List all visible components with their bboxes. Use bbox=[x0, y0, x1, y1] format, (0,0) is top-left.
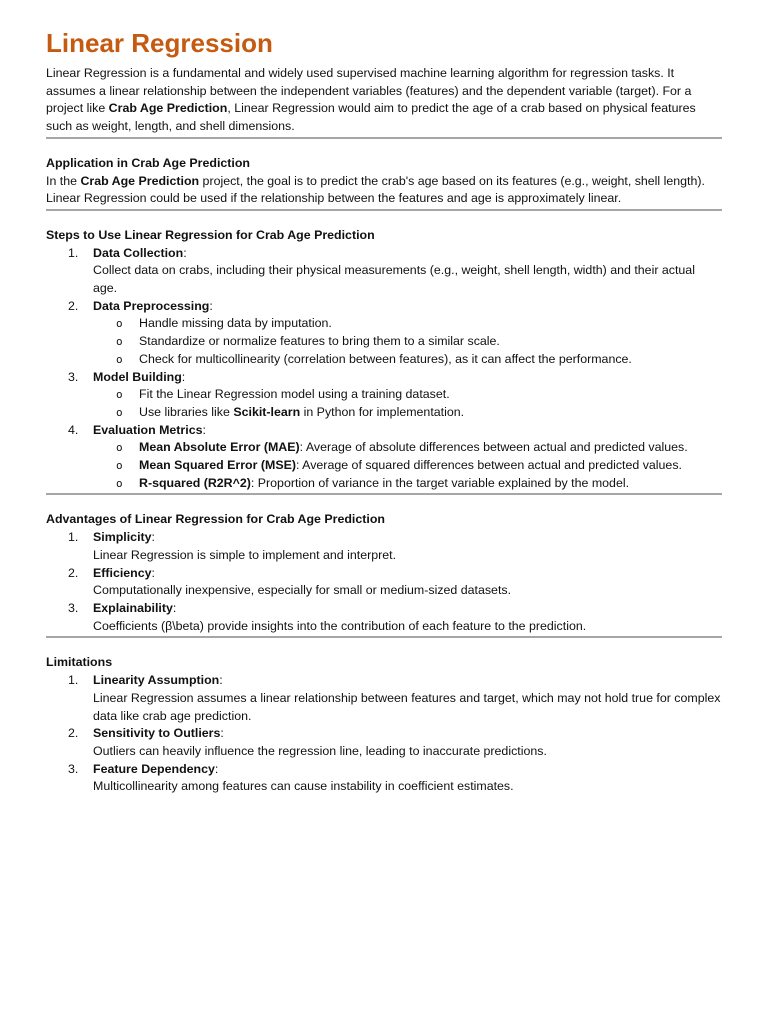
label-colon: : bbox=[209, 298, 213, 313]
list-item bbox=[46, 725, 722, 760]
label-colon: : bbox=[220, 726, 224, 741]
section-heading-application: Application in Crab Age Prediction bbox=[46, 155, 251, 170]
horizontal-rule bbox=[46, 137, 722, 139]
list-number: 3. bbox=[68, 600, 79, 615]
sub-list-item bbox=[93, 386, 722, 404]
page-title: Linear Regression bbox=[46, 28, 273, 58]
list-item-title bbox=[93, 422, 722, 440]
sub-item-text-pre: Use libraries like bbox=[139, 404, 234, 419]
bullet-icon: o bbox=[116, 352, 123, 366]
horizontal-rule bbox=[46, 209, 722, 211]
list-item-label: Model Building bbox=[93, 369, 182, 384]
list-item bbox=[46, 245, 722, 298]
list-number: 2. bbox=[68, 298, 79, 313]
list-item bbox=[46, 600, 722, 635]
list-item-title bbox=[93, 565, 722, 583]
list-item-text: Coefficients (β\beta) provide insights into the contribution of each feature to the prediction. bbox=[93, 618, 587, 633]
bullet-icon: o bbox=[116, 405, 123, 419]
section-heading-advantages: Advantages of Linear Regression for Crab Age Prediction bbox=[46, 512, 385, 527]
steps-list bbox=[46, 245, 722, 493]
intro-text-2: , Linear Regression would aim to predict the age of a crab based on physical features such as weight, length, and shell dimensions. bbox=[46, 101, 696, 134]
list-item-label: Efficiency bbox=[93, 565, 152, 580]
sub-list-item bbox=[93, 439, 722, 457]
list-item-title bbox=[93, 600, 722, 618]
label-colon: : bbox=[172, 600, 177, 615]
list-item-title bbox=[93, 672, 722, 690]
list-item-title bbox=[93, 369, 722, 387]
bullet-icon: o bbox=[116, 388, 123, 402]
intro-paragraph bbox=[46, 65, 722, 136]
list-number: 1. bbox=[68, 673, 79, 688]
list-item-text: Collect data on crabs, including their physical measurements (e.g., weight, shell length, width) and their actual age. bbox=[93, 263, 695, 296]
application-text-post: project, the goal is to predict the crab's age based on its features (e.g., weight, shell length). Linear Regression could be used if the relationship between the features and age is approximately linear. bbox=[46, 173, 705, 206]
sub-list-item bbox=[93, 333, 722, 351]
application-text-pre: In the bbox=[46, 173, 81, 188]
label-colon: : bbox=[183, 245, 187, 260]
intro-bold-project: Crab Age Prediction bbox=[108, 101, 228, 116]
list-item-title bbox=[93, 298, 722, 316]
sub-list-item bbox=[93, 351, 722, 369]
sub-item-text-post: : Proportion of variance in the target variable explained by the model. bbox=[250, 475, 630, 490]
sub-item-text: Standardize or normalize features to bring them to a similar scale. bbox=[139, 334, 500, 349]
sub-item-text: Check for multicollinearity (correlation between features), as it can affect the performance. bbox=[139, 351, 632, 366]
list-item-text: Computationally inexpensive, especially for small or medium-sized datasets. bbox=[93, 583, 512, 598]
bullet-icon: o bbox=[116, 317, 123, 331]
bullet-icon: o bbox=[116, 441, 123, 455]
bullet-icon: o bbox=[116, 335, 123, 349]
list-item bbox=[46, 761, 722, 796]
list-number: 1. bbox=[68, 245, 79, 260]
label-colon: : bbox=[202, 422, 206, 437]
sub-item-text: Handle missing data by imputation. bbox=[139, 316, 332, 331]
sub-list-item bbox=[93, 475, 722, 493]
list-item-label: Data Collection bbox=[93, 245, 184, 260]
sub-item-bold: R-squared (R2R^2) bbox=[139, 475, 251, 490]
sub-list-item bbox=[93, 457, 722, 475]
bullet-icon: o bbox=[116, 459, 123, 473]
label-colon: : bbox=[151, 565, 155, 580]
list-item-title bbox=[93, 529, 722, 547]
sub-item-bold: Mean Absolute Error (MAE) bbox=[139, 440, 300, 455]
section-heading-limitations: Limitations bbox=[46, 655, 113, 670]
label-colon: : bbox=[151, 530, 155, 545]
list-item-title bbox=[93, 761, 722, 779]
limitations-list bbox=[46, 672, 722, 796]
application-paragraph bbox=[46, 173, 722, 208]
horizontal-rule bbox=[46, 493, 722, 495]
sub-item-text: Fit the Linear Regression model using a training dataset. bbox=[139, 387, 450, 402]
list-number: 2. bbox=[68, 565, 79, 580]
list-item bbox=[46, 298, 722, 369]
list-item-title bbox=[93, 725, 722, 743]
section-heading-steps: Steps to Use Linear Regression for Crab Age Prediction bbox=[46, 227, 375, 242]
label-colon: : bbox=[214, 761, 219, 776]
sub-list bbox=[93, 386, 722, 421]
list-number: 2. bbox=[68, 726, 79, 741]
label-colon: : bbox=[219, 673, 223, 688]
sub-item-text-post: : Average of absolute differences between actual and predicted values. bbox=[299, 440, 688, 455]
list-item bbox=[46, 672, 722, 725]
bullet-icon: o bbox=[116, 476, 123, 490]
sub-item-bold: Scikit-learn bbox=[233, 404, 301, 419]
list-number: 3. bbox=[68, 369, 79, 384]
sub-list-item bbox=[93, 315, 722, 333]
list-item bbox=[46, 565, 722, 600]
advantages-list bbox=[46, 529, 722, 635]
list-item-label: Explainability bbox=[93, 600, 173, 615]
list-item-text: Multicollinearity among features can cause instability in coefficient estimates. bbox=[93, 779, 514, 794]
list-item bbox=[46, 529, 722, 564]
list-item-label: Linearity Assumption bbox=[93, 673, 220, 688]
list-item-label: Evaluation Metrics bbox=[93, 422, 203, 437]
application-bold-project: Crab Age Prediction bbox=[80, 173, 200, 188]
list-item-label: Simplicity bbox=[93, 530, 152, 545]
list-number: 1. bbox=[68, 530, 79, 545]
sub-item-bold: Mean Squared Error (MSE) bbox=[139, 458, 296, 473]
list-item-label: Feature Dependency bbox=[93, 761, 215, 776]
list-item bbox=[46, 369, 722, 422]
intro-text-1: Linear Regression is a fundamental and widely used supervised machine learning algorithm for regression tasks. It assumes a linear relationship between the independent variables (features) and the dependent variable (target). For a project like bbox=[46, 66, 692, 116]
list-item-text: Linear Regression is simple to implement and interpret. bbox=[93, 547, 397, 562]
sub-list bbox=[93, 315, 722, 368]
sub-item-text-post: : Average of squared differences between actual and predicted values. bbox=[295, 458, 682, 473]
list-item-title bbox=[93, 245, 722, 263]
sub-item-text-post: in Python for implementation. bbox=[300, 404, 465, 419]
list-item-text: Linear Regression assumes a linear relationship between features and target, which may not hold true for complex data like crab age prediction. bbox=[93, 690, 721, 723]
list-number: 3. bbox=[68, 761, 79, 776]
label-colon: : bbox=[181, 369, 186, 384]
list-number: 4. bbox=[68, 422, 79, 437]
list-item-text: Outliers can heavily influence the regression line, leading to inaccurate predictions. bbox=[93, 743, 547, 758]
sub-list-item bbox=[93, 404, 722, 422]
list-item-label: Sensitivity to Outliers bbox=[93, 726, 221, 741]
list-item-label: Data Preprocessing bbox=[93, 298, 210, 313]
horizontal-rule bbox=[46, 636, 722, 638]
list-item bbox=[46, 422, 722, 493]
sub-list bbox=[93, 439, 722, 492]
